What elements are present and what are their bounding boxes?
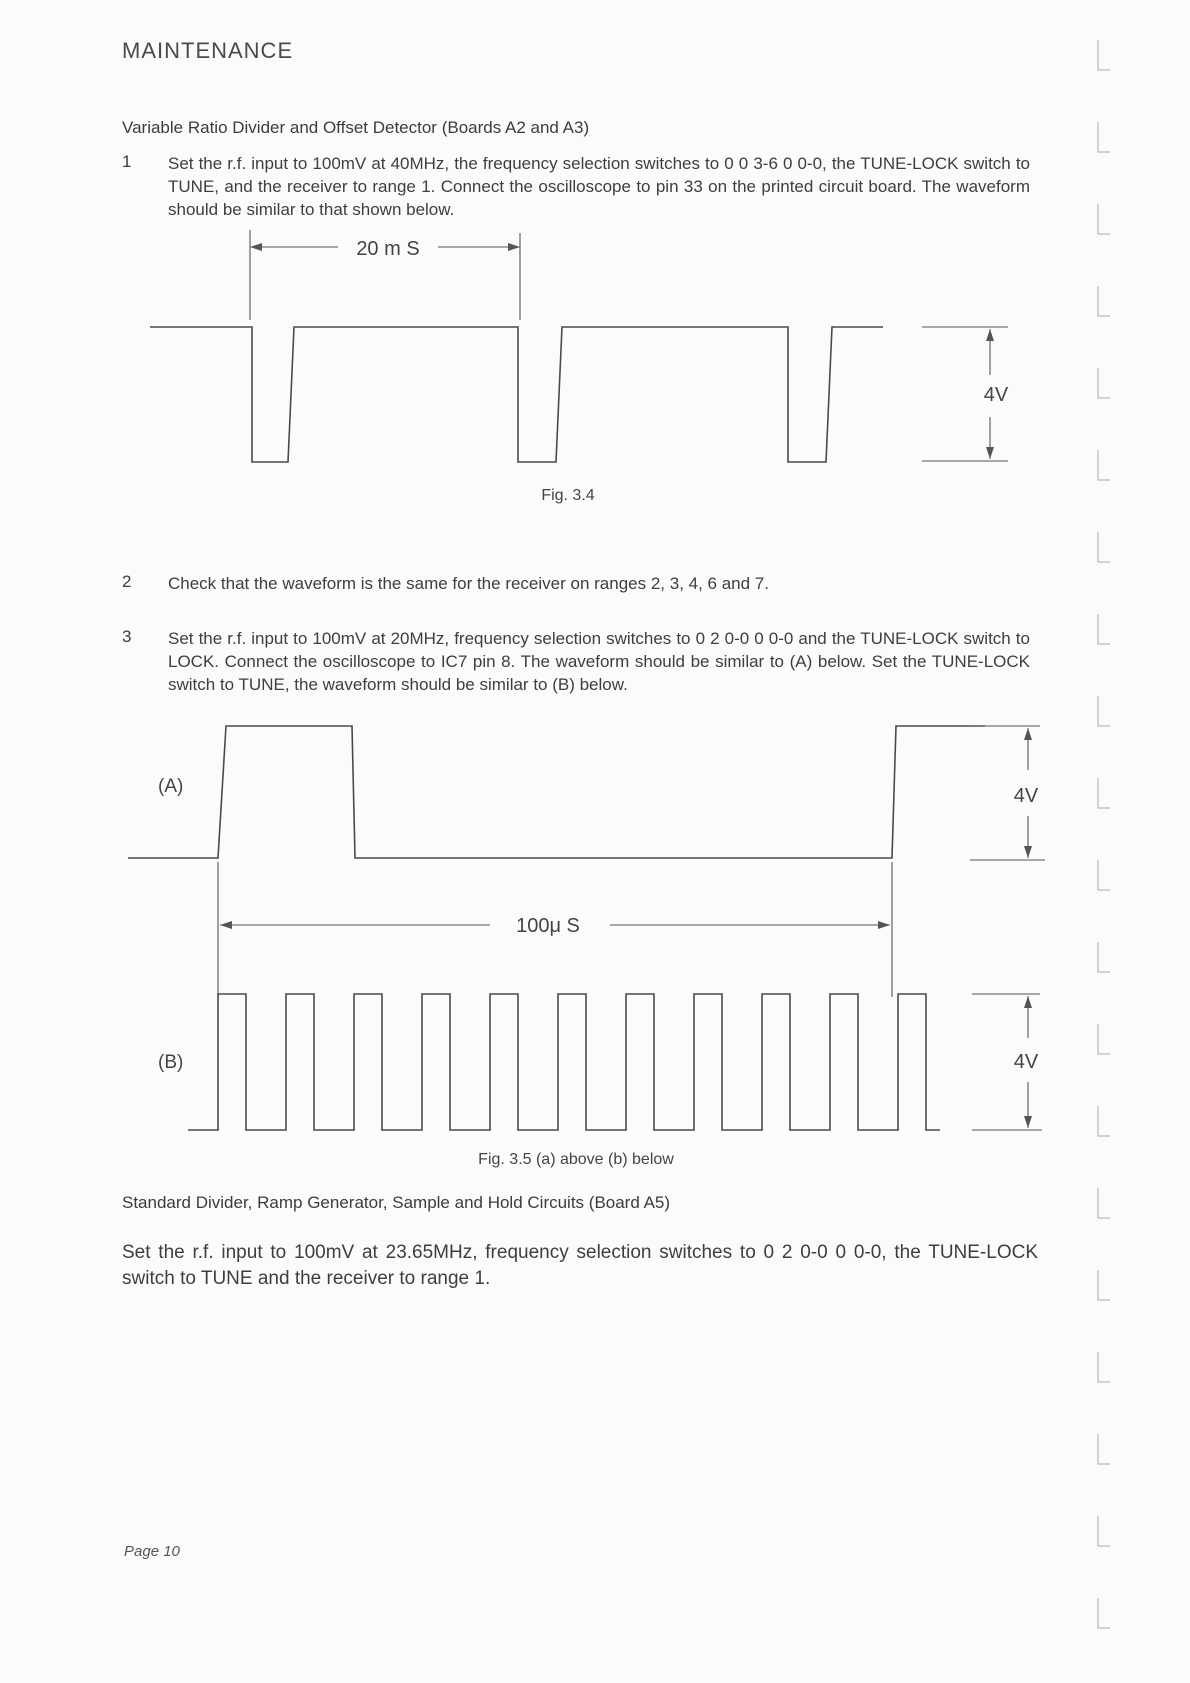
- binding-mark: [1098, 860, 1110, 890]
- amplitude-label-a: 4V: [1013, 785, 1039, 807]
- section-title-standard-divider: Standard Divider, Ramp Generator, Sample and Hold Circuits (Board A5): [122, 1193, 671, 1212]
- amplitude-label: 4V: [983, 384, 1009, 406]
- binding-mark: [1098, 122, 1110, 152]
- fig-3-5-waveforms: [0, 712, 1190, 1182]
- arrow-left-icon: [220, 921, 232, 929]
- figure-caption: Fig. 3.5 (a) above (b) below: [478, 1151, 674, 1168]
- trace-a-label: (A): [158, 776, 184, 797]
- page-number: Page 10: [124, 1543, 180, 1560]
- trace-b-label: (B): [158, 1052, 184, 1073]
- figure-caption: Fig. 3.4: [541, 487, 595, 504]
- waveform-trace-a: [128, 726, 985, 858]
- period-label: 20 m S: [356, 238, 420, 260]
- binding-edge-marks: [1090, 0, 1120, 1683]
- binding-mark: [1098, 1598, 1110, 1628]
- binding-mark: [1098, 40, 1110, 70]
- binding-mark: [1098, 450, 1110, 480]
- binding-mark: [1098, 532, 1110, 562]
- item-number: 3: [122, 627, 132, 646]
- amplitude-label-b: 4V: [1013, 1051, 1039, 1073]
- binding-mark: [1098, 286, 1110, 316]
- waveform-trace-b: [188, 994, 940, 1130]
- arrow-down-icon: [1024, 1116, 1032, 1128]
- binding-mark: [1098, 696, 1110, 726]
- arrow-up-icon: [1024, 728, 1032, 740]
- arrow-left-icon: [250, 243, 262, 251]
- period-label: 100μ S: [516, 915, 580, 937]
- page-header: MAINTENANCE: [122, 38, 294, 63]
- section-title-divider: Variable Ratio Divider and Offset Detector (Boards A2 and A3): [122, 118, 590, 137]
- arrow-up-icon: [1024, 996, 1032, 1008]
- instruction-paragraph: Set the r.f. input to 100mV at 23.65MHz, frequency selection switches to 0 2 0-0 0 0-0, the TUNE-LOCK switch to TUNE and the receiver to range 1.: [122, 1242, 1038, 1289]
- binding-mark: [1098, 1270, 1110, 1300]
- binding-mark: [1098, 942, 1110, 972]
- fig-3-4-waveform: [0, 225, 1190, 515]
- waveform-trace: [150, 327, 883, 462]
- binding-mark: [1098, 204, 1110, 234]
- binding-mark: [1098, 1188, 1110, 1218]
- arrow-right-icon: [878, 921, 890, 929]
- arrow-down-icon: [1024, 846, 1032, 858]
- binding-mark: [1098, 1024, 1110, 1054]
- binding-mark: [1098, 778, 1110, 808]
- instruction-paragraph: Set the r.f. input to 100mV at 20MHz, frequency selection switches to 0 2 0-0 0 0-0 and the TUNE-LOCK switch to LOCK. Connect the oscilloscope to IC7 pin 8. The waveform should be similar to (A) below. Set the TUNE-LOCK switch to TUNE, the waveform should be similar to (B) below.: [168, 629, 1030, 694]
- binding-mark: [1098, 1352, 1110, 1382]
- instruction-paragraph: Set the r.f. input to 100mV at 40MHz, the frequency selection switches to 0 0 3-6 0 0-0, the TUNE-LOCK switch to TUNE, and the receiver to range 1. Connect the oscilloscope to pin 33 on the printed circuit board. The waveform should be similar to that shown below.: [168, 154, 1030, 219]
- item-number: 1: [122, 152, 132, 171]
- instruction-paragraph: Check that the waveform is the same for the receiver on ranges 2, 3, 4, 6 and 7.: [168, 574, 769, 593]
- arrow-right-icon: [508, 243, 520, 251]
- binding-mark: [1098, 368, 1110, 398]
- binding-mark: [1098, 1434, 1110, 1464]
- arrow-down-icon: [986, 447, 994, 459]
- binding-mark: [1098, 1106, 1110, 1136]
- binding-mark: [1098, 1516, 1110, 1546]
- binding-mark: [1098, 614, 1110, 644]
- item-number: 2: [122, 572, 132, 591]
- arrow-up-icon: [986, 329, 994, 341]
